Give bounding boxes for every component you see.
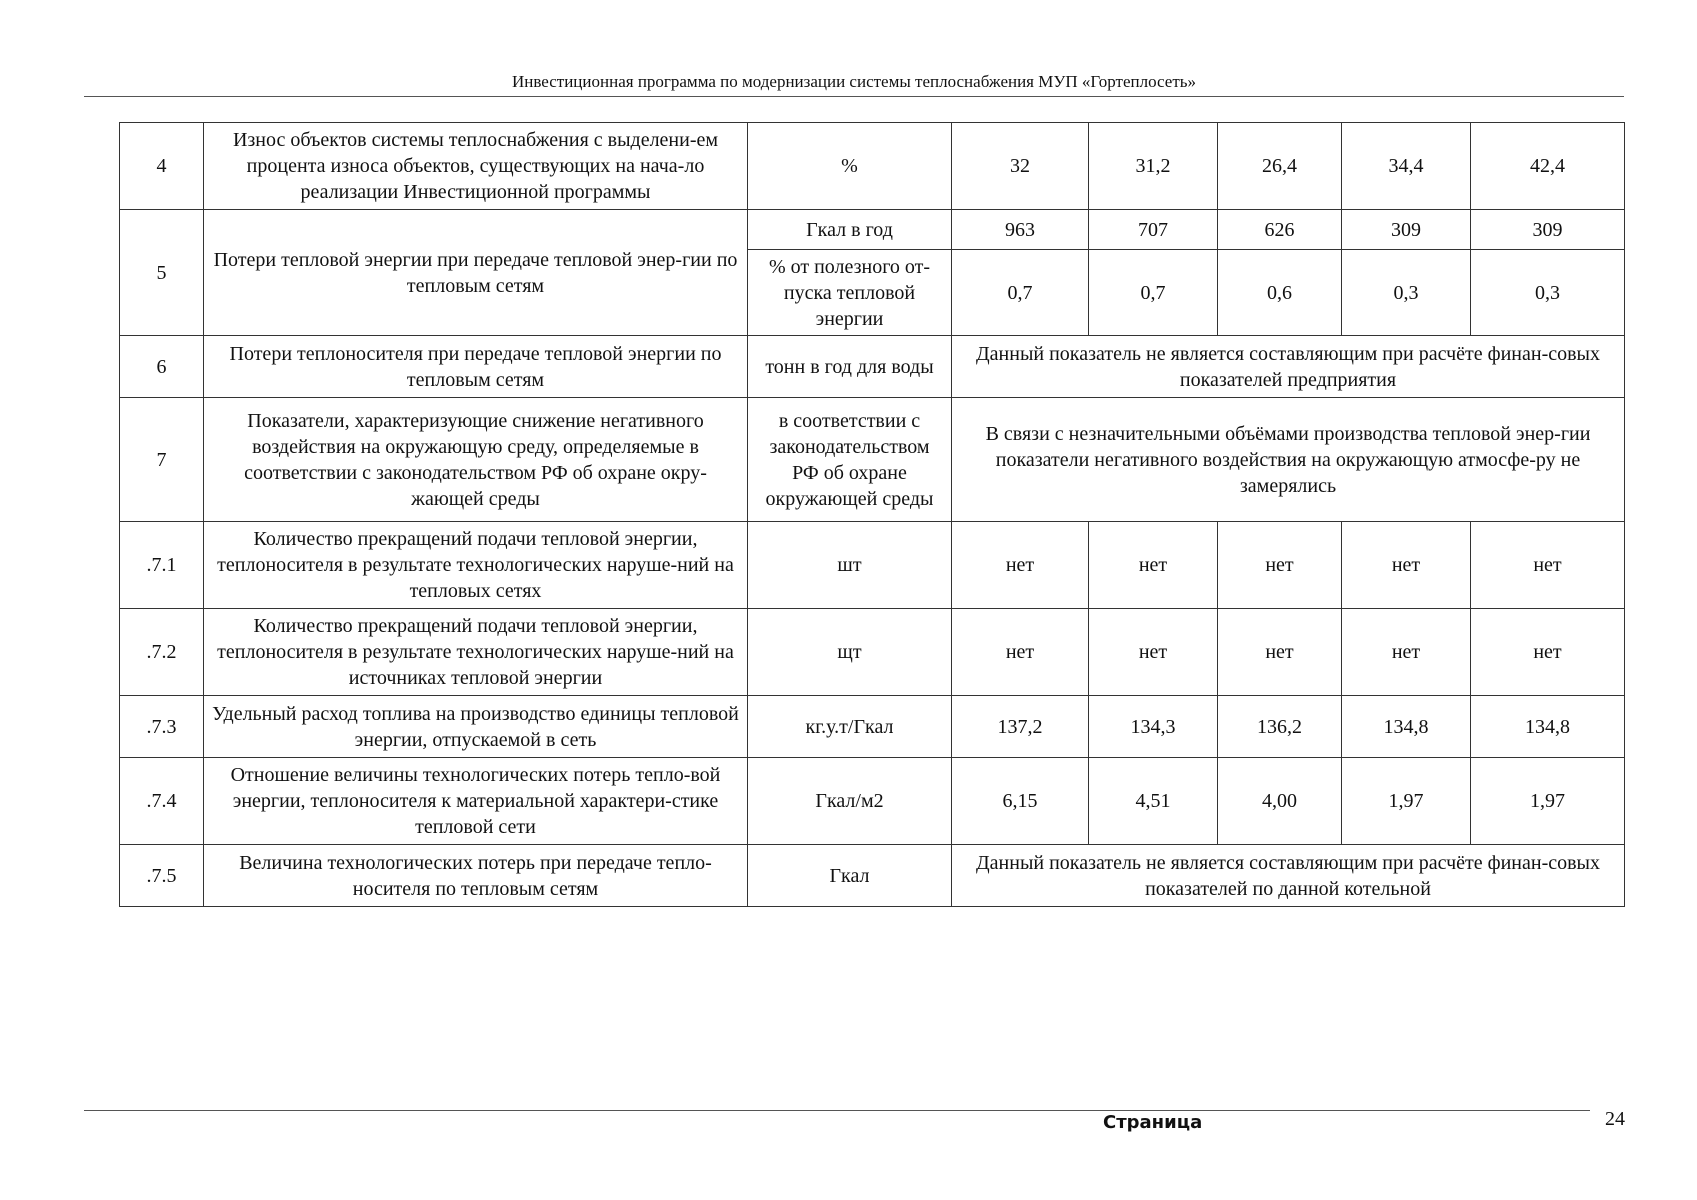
value-cell: нет bbox=[1089, 522, 1218, 609]
value-cell: нет bbox=[1089, 609, 1218, 696]
value-cell: 134,8 bbox=[1342, 696, 1471, 758]
value-cell: 32 bbox=[952, 123, 1089, 210]
value-cell: нет bbox=[1218, 522, 1342, 609]
value-cell: 626 bbox=[1218, 210, 1342, 250]
value-cell: нет bbox=[1471, 609, 1625, 696]
value-cell: 0,7 bbox=[1089, 250, 1218, 336]
value-cell: 0,3 bbox=[1342, 250, 1471, 336]
value-cell: 134,8 bbox=[1471, 696, 1625, 758]
row-number: .7.2 bbox=[120, 609, 204, 696]
table-row bbox=[120, 398, 1625, 522]
value-cell: 34,4 bbox=[1342, 123, 1471, 210]
value-cell: 0,3 bbox=[1471, 250, 1625, 336]
footer-divider bbox=[84, 1110, 1590, 1111]
value-cell: 136,2 bbox=[1218, 696, 1342, 758]
value-cell: нет bbox=[952, 609, 1089, 696]
value-cell: 134,3 bbox=[1089, 696, 1218, 758]
row-number: .7.5 bbox=[120, 845, 204, 907]
value-cell: нет bbox=[1218, 609, 1342, 696]
row-number: .7.1 bbox=[120, 522, 204, 609]
header-divider bbox=[84, 96, 1624, 97]
value-cell: 42,4 bbox=[1471, 123, 1625, 210]
indicator-name: Отношение величины технологических потерь тепло-вой энергии, теплоносителя к материальной характери-стике тепловой сети bbox=[204, 758, 748, 845]
value-cell: 31,2 bbox=[1089, 123, 1218, 210]
indicator-name: Потери тепловой энергии при передаче тепловой энер-гии по тепловым сетям bbox=[204, 210, 748, 336]
value-cell: нет bbox=[1342, 522, 1471, 609]
running-header: Инвестиционная программа по модернизации системы теплоснабжения МУП «Гортеплосеть» bbox=[511, 72, 1197, 91]
table-row bbox=[120, 845, 1625, 907]
indicator-name: Количество прекращений подачи тепловой энергии, теплоносителя в результате технологических наруше-ний на тепловых сетях bbox=[204, 522, 748, 609]
row-number: .7.3 bbox=[120, 696, 204, 758]
table-row bbox=[120, 696, 1625, 758]
indicators-table bbox=[119, 122, 1625, 907]
merged-note-cell: Данный показатель не является составляющим при расчёте финан-совых показателей по данной котельной bbox=[952, 845, 1625, 907]
value-cell: 1,97 bbox=[1342, 758, 1471, 845]
indicator-name: Удельный расход топлива на производство единицы тепловой энергии, отпускаемой в сеть bbox=[204, 696, 748, 758]
value-cell: 309 bbox=[1342, 210, 1471, 250]
unit-cell: в соответствии с законодательством РФ об охране окружающей среды bbox=[748, 398, 952, 522]
indicator-name: Количество прекращений подачи тепловой энергии, теплоносителя в результате технологических наруше-ний на источниках тепловой энергии bbox=[204, 609, 748, 696]
value-cell: 4,00 bbox=[1218, 758, 1342, 845]
table-row bbox=[120, 210, 1625, 250]
footer-page-label: Страница bbox=[1103, 1112, 1203, 1133]
table-row bbox=[120, 522, 1625, 609]
table-row bbox=[120, 123, 1625, 210]
unit-cell: % bbox=[748, 123, 952, 210]
unit-cell: Гкал bbox=[748, 845, 952, 907]
page-number: 24 bbox=[1605, 1108, 1625, 1130]
row-number: 4 bbox=[120, 123, 204, 210]
value-cell: 1,97 bbox=[1471, 758, 1625, 845]
row-number: 5 bbox=[120, 210, 204, 336]
value-cell: 707 bbox=[1089, 210, 1218, 250]
unit-cell: Гкал в год bbox=[748, 210, 952, 250]
value-cell: 26,4 bbox=[1218, 123, 1342, 210]
value-cell: 309 bbox=[1471, 210, 1625, 250]
value-cell: 963 bbox=[952, 210, 1089, 250]
unit-cell: % от полезного от-пуска тепловой энергии bbox=[748, 250, 952, 336]
unit-cell: Гкал/м2 bbox=[748, 758, 952, 845]
value-cell: нет bbox=[1342, 609, 1471, 696]
table-row bbox=[120, 758, 1625, 845]
indicator-name: Потери теплоносителя при передаче тепловой энергии по тепловым сетям bbox=[204, 336, 748, 398]
unit-cell: шт bbox=[748, 522, 952, 609]
unit-cell: кг.у.т/Гкал bbox=[748, 696, 952, 758]
table-row bbox=[120, 336, 1625, 398]
indicator-name: Величина технологических потерь при передаче тепло-носителя по тепловым сетям bbox=[204, 845, 748, 907]
indicator-name: Показатели, характеризующие снижение негативного воздействия на окружающую среду, определяемые в соответствии с законодательством РФ об охране окру-жающей среды bbox=[204, 398, 748, 522]
row-number: 6 bbox=[120, 336, 204, 398]
value-cell: нет bbox=[952, 522, 1089, 609]
value-cell: 137,2 bbox=[952, 696, 1089, 758]
unit-cell: щт bbox=[748, 609, 952, 696]
table-row bbox=[120, 609, 1625, 696]
row-number: 7 bbox=[120, 398, 204, 522]
value-cell: 6,15 bbox=[952, 758, 1089, 845]
indicator-name: Износ объектов системы теплоснабжения с выделени-ем процента износа объектов, существующих на нача-ло реализации Инвестиционной программы bbox=[204, 123, 748, 210]
value-cell: 0,7 bbox=[952, 250, 1089, 336]
unit-cell: тонн в год для воды bbox=[748, 336, 952, 398]
value-cell: 0,6 bbox=[1218, 250, 1342, 336]
merged-note-cell: Данный показатель не является составляющим при расчёте финан-совых показателей предприятия bbox=[952, 336, 1625, 398]
value-cell: нет bbox=[1471, 522, 1625, 609]
merged-note-cell: В связи с незначительными объёмами производства тепловой энер-гии показатели негативного воздействия на окружающую атмосфе-ру не замерялись bbox=[952, 398, 1625, 522]
row-number: .7.4 bbox=[120, 758, 204, 845]
value-cell: 4,51 bbox=[1089, 758, 1218, 845]
